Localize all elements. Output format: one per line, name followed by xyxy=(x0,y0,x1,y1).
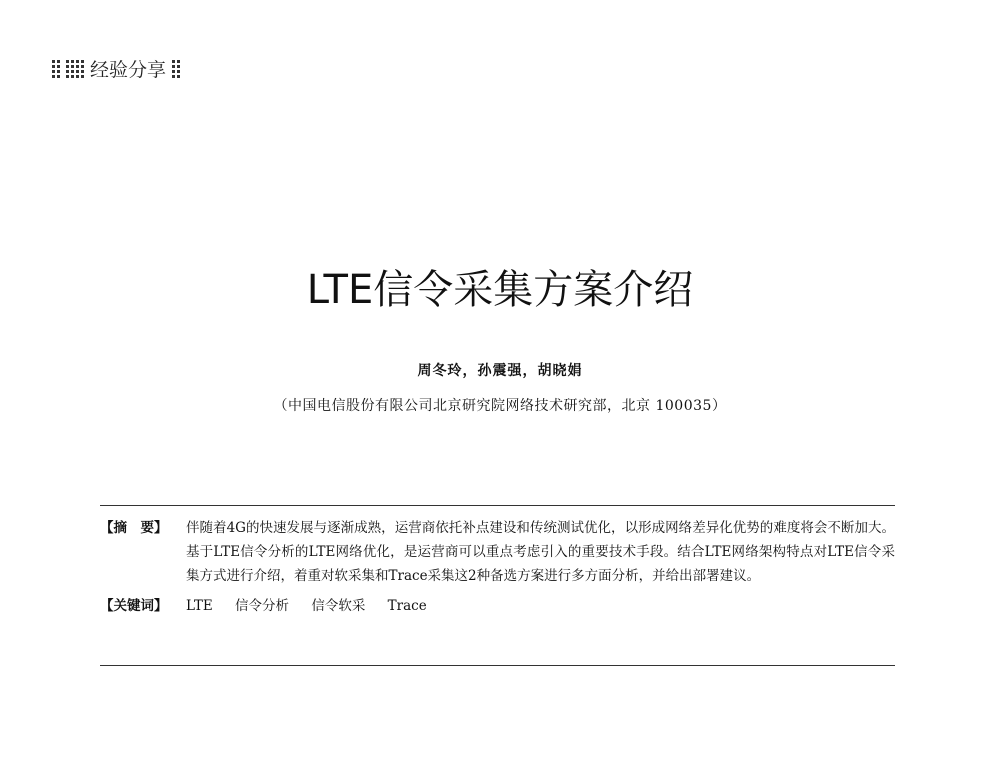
top-divider xyxy=(100,505,895,506)
decorative-dots-icon xyxy=(172,60,180,78)
abstract-row xyxy=(100,516,895,588)
keyword: Trace xyxy=(387,598,427,614)
keyword: 信令软采 xyxy=(311,598,366,614)
bottom-divider xyxy=(100,665,895,666)
keyword: 信令分析 xyxy=(235,598,290,614)
keywords-label: 【关键词】 xyxy=(100,598,168,614)
section-tag xyxy=(52,55,180,82)
article-affiliation: （中国电信股份有限公司北京研究院网络技术研究部，北京 100035） xyxy=(273,398,727,414)
section-label: 经验分享 xyxy=(90,59,167,81)
article-title: LTE信令采集方案介绍 xyxy=(306,267,694,313)
keywords-list xyxy=(186,594,895,618)
article-authors: 周冬玲，孙震强，胡晓娟 xyxy=(417,363,583,379)
abstract-text: 伴随着4G的快速发展与逐渐成熟，运营商依托补点建设和传统测试优化，以形成网络差异化优势的难度将会不断加大。基于LTE信令分析的LTE网络优化，是运营商可以重点考虑引入的重要技术手段。结合LTE网络架构特点对LTE信令采集方式进行介绍，着重对软采集和Trace采集这2种备选方案进行多方面分析，并给出部署建议。 xyxy=(186,520,895,584)
abstract-label: 【摘 要】 xyxy=(100,520,168,536)
keywords-row xyxy=(100,594,895,618)
decorative-dots-icon xyxy=(66,60,84,78)
decorative-dots-icon xyxy=(52,60,60,78)
abstract-block xyxy=(100,516,895,618)
keyword: LTE xyxy=(186,598,213,614)
